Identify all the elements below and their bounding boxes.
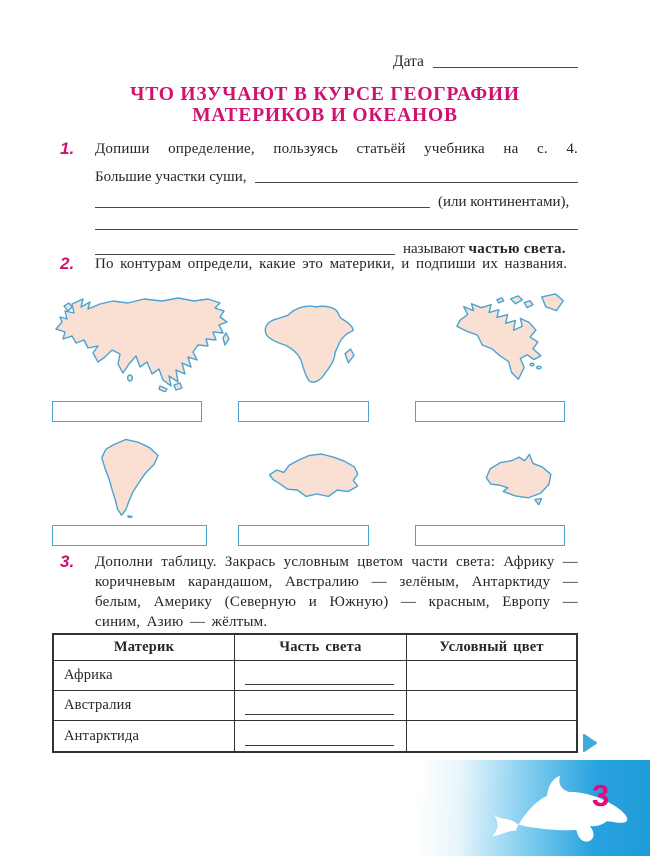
definition-line-2 (95, 188, 578, 211)
date-row (393, 53, 578, 71)
footer-banner (420, 760, 650, 856)
table-blank-line[interactable] (245, 714, 394, 715)
table-row-australia-color-cell[interactable] (407, 691, 576, 721)
definition-end: называют частью света. (403, 241, 566, 257)
task-2-heading: По контурам определи, какие это материки, и подпиши их названия. (95, 256, 568, 272)
blank-line-1[interactable] (255, 168, 579, 183)
definition-mid-suffix: (или континентами), (438, 194, 570, 210)
table-row-africa-chast-sveta-cell[interactable] (235, 661, 407, 691)
table-blank-line[interactable] (245, 745, 394, 746)
table-row-antarctica-color-cell[interactable] (407, 721, 576, 751)
blank-line-4[interactable] (95, 240, 395, 255)
task-3 (60, 552, 578, 632)
triangle-marker-icon (582, 733, 598, 753)
task-1-heading: Допиши определение, пользуясь статьёй учебника на с. 4. (95, 141, 578, 157)
table-row-australia-label: Австралия (54, 691, 235, 721)
antarctica-map-outline (266, 446, 364, 506)
answer-box-antarctica[interactable] (238, 525, 369, 546)
south-america-map-outline (84, 436, 178, 518)
dolphin-icon (490, 770, 642, 846)
page-title-line2: МАТЕРИКОВ И ОКЕАНОВ (192, 105, 458, 126)
africa-map-outline (258, 296, 364, 392)
task-2 (60, 254, 578, 274)
definition-line-1 (95, 163, 578, 186)
table-header-chast-sveta: Часть света (235, 635, 407, 661)
page-number: 3 (592, 778, 610, 813)
north-america-map-outline (452, 291, 574, 391)
answer-box-africa[interactable] (238, 401, 369, 422)
task-1 (60, 139, 578, 159)
answer-box-eurasia[interactable] (52, 401, 202, 422)
task-1-fills (60, 160, 578, 258)
definition-line-3 (95, 211, 578, 233)
answer-box-north-america[interactable] (415, 401, 565, 422)
table-row-africa-color-cell[interactable] (407, 661, 576, 691)
answer-box-south-america[interactable] (52, 525, 207, 546)
table-row-antarctica-chast-sveta-cell[interactable] (235, 721, 407, 751)
australia-map-outline (477, 449, 563, 505)
table-row-australia-chast-sveta-cell[interactable] (235, 691, 407, 721)
page-title-line1: ЧТО ИЗУЧАЮТ В КУРСЕ ГЕОГРАФИИ (130, 84, 520, 105)
table-blank-line[interactable] (245, 684, 394, 685)
table-row-antarctica-label: Антарктида (54, 721, 235, 751)
continents-table (52, 633, 578, 753)
task-1-number: 1. (60, 139, 75, 158)
table-row-africa-label: Африка (54, 661, 235, 691)
eurasia-map-outline (50, 292, 235, 392)
date-label: Дата (393, 53, 424, 70)
date-input-line[interactable] (433, 53, 578, 68)
blank-line-2[interactable] (95, 193, 430, 208)
table-header-uslovny-tsvet: Условный цвет (407, 635, 576, 661)
blank-line-3[interactable] (95, 215, 578, 230)
answer-box-australia[interactable] (415, 525, 565, 546)
table-header-materik: Материк (54, 635, 235, 661)
task-3-number: 3. (60, 552, 75, 571)
definition-prefix: Большие участки суши, (95, 169, 247, 185)
task-3-heading: Дополни таблицу. Закрась условным цветом части света: Африку — коричневым карандашом, Австралию — зелёным, Антарктиду — белым, Америку (Северную и Южную) — красным, Европу — синим, Азию — жёлтым. (95, 554, 578, 630)
task-2-number: 2. (60, 254, 75, 273)
page-title (40, 84, 610, 126)
